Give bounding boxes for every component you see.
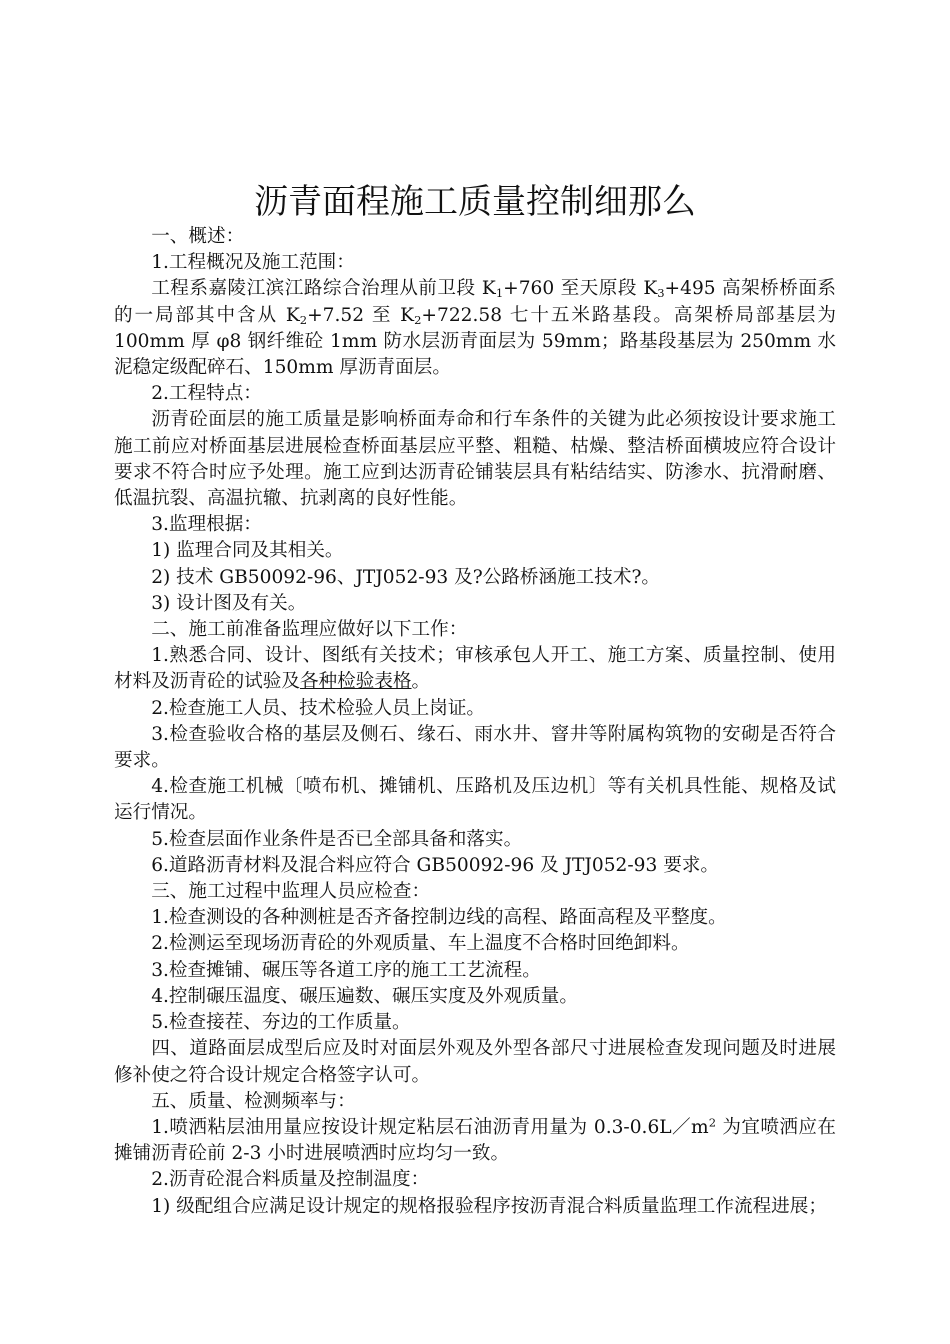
list-item-prep-1: 1.熟悉合同、设计、图纸有关技术；审核承包人开工、施工方案、质量控制、使用材料及沥青砼的试验及各种检验表格。 (114, 645, 836, 693)
list-item-check-2: 2.检测运至现场沥青砼的外观质量、车上温度不合格时回绝卸料。 (151, 933, 690, 955)
section-heading-preparation: 二、施工前准备监理应做好以下工作： (151, 619, 468, 641)
subheading-project-scope: 1.工程概况及施工范围： (151, 252, 355, 274)
section-heading-construction-checks: 三、施工过程中监理人员应检查： (151, 881, 431, 903)
list-item-prep-5: 5.检查层面作业条件是否已全部具备和落实。 (151, 828, 523, 850)
list-item-quality-2: 2.沥青砼混合料质量及控制温度： (151, 1169, 430, 1191)
document-body (114, 224, 836, 1220)
list-item-prep-2: 2.检查施工人员、技术检验人员上岗证。 (151, 697, 486, 719)
list-item-prep-4: 4.检查施工机械〔喷布机、摊铺机、压路机及压边机〕等有关机具性能、规格及试运行情况。 (114, 776, 836, 824)
paragraph-project-features: 沥青砼面层的施工质量是影响桥面寿命和行车条件的关键为此必须按设计要求施工施工前应对桥面基层进展检查桥面基层应平整、粗糙、枯燥、整洁桥面横坡应符合设计要求不符合时应予处理。施工应到达沥青砼铺装层具有粘结结实、防渗水、抗滑耐磨、低温抗裂、高温抗辙、抗剥离的良好性能。 (114, 409, 836, 510)
paragraph-project-description: 工程系嘉陵江滨江路综合治理从前卫段 $K_1+760$ 至天原段 $K_3+495$ 高架桥桥面系的一局部其中含从 $K_2+7.52$ 至 $K_2+722.58$ 七十五米路基段。高架桥局部基层为 100mm 厚 φ8 钢纤维砼 1mm 防水层沥青面层为 59mm；路基段基层为 250mm 水泥稳定级配碎石、150mm 厚沥青面层。 (114, 278, 836, 379)
list-item-quality-1: 1.喷洒粘层油用量应按设计规定粘层石油沥青用量为 $0.3-0.6L/m^2$ 为宜喷洒应在摊铺沥青砼前 2-3 小时进展喷洒时应均匀一致。 (114, 1115, 836, 1165)
list-item-prep-6: 6.道路沥青材料及混合料应符合 GB50092-96 及 JTJ052-93 要求。 (151, 854, 720, 876)
subheading-supervision-basis: 3.监理根据： (151, 514, 262, 536)
underlined-text-inspection-forms: 各种检验表格 (299, 671, 412, 693)
section-heading-quality-frequency: 五、质量、检测频率与： (151, 1090, 356, 1112)
list-item-basis-3: 3) 设计图及有关。 (151, 592, 307, 614)
list-item-check-1: 1.检查测设的各种测桩是否齐备控制边线的高程、路面高程及平整度。 (151, 907, 727, 929)
section-heading-post-construction: 四、道路面层成型后应及时对面层外观及外型各部尺寸进展检查发现问题及时进展修补使之符合设计规定合格签字认可。 (114, 1038, 836, 1086)
list-item-check-3: 3.检查摊铺、碾压等各道工序的施工工艺流程。 (151, 959, 541, 981)
document-title: 沥青面程施工质量控制细那么 (254, 182, 696, 222)
list-item-check-5: 5.检查接茬、夯边的工作质量。 (151, 1012, 411, 1034)
list-item-prep-3: 3.检查验收合格的基层及侧石、缘石、雨水井、窨井等附属构筑物的安砌是否符合要求。 (114, 723, 836, 772)
list-item-basis-1: 1) 监理合同及其相关。 (151, 540, 344, 562)
list-item-quality-2-1: 1) 级配组合应满足设计规定的规格报验程序按沥青混合料质量监理工作流程进展； (151, 1195, 827, 1217)
list-item-check-4: 4.控制碾压温度、碾压遍数、碾压实度及外观质量。 (151, 985, 578, 1007)
section-heading-overview: 一、概述： (151, 226, 245, 247)
list-item-basis-2: 2) 技术 GB50092-96、JTJ052-93 及?公路桥涵施工技术?。 (151, 566, 661, 588)
subheading-project-features: 2.工程特点： (151, 383, 262, 405)
